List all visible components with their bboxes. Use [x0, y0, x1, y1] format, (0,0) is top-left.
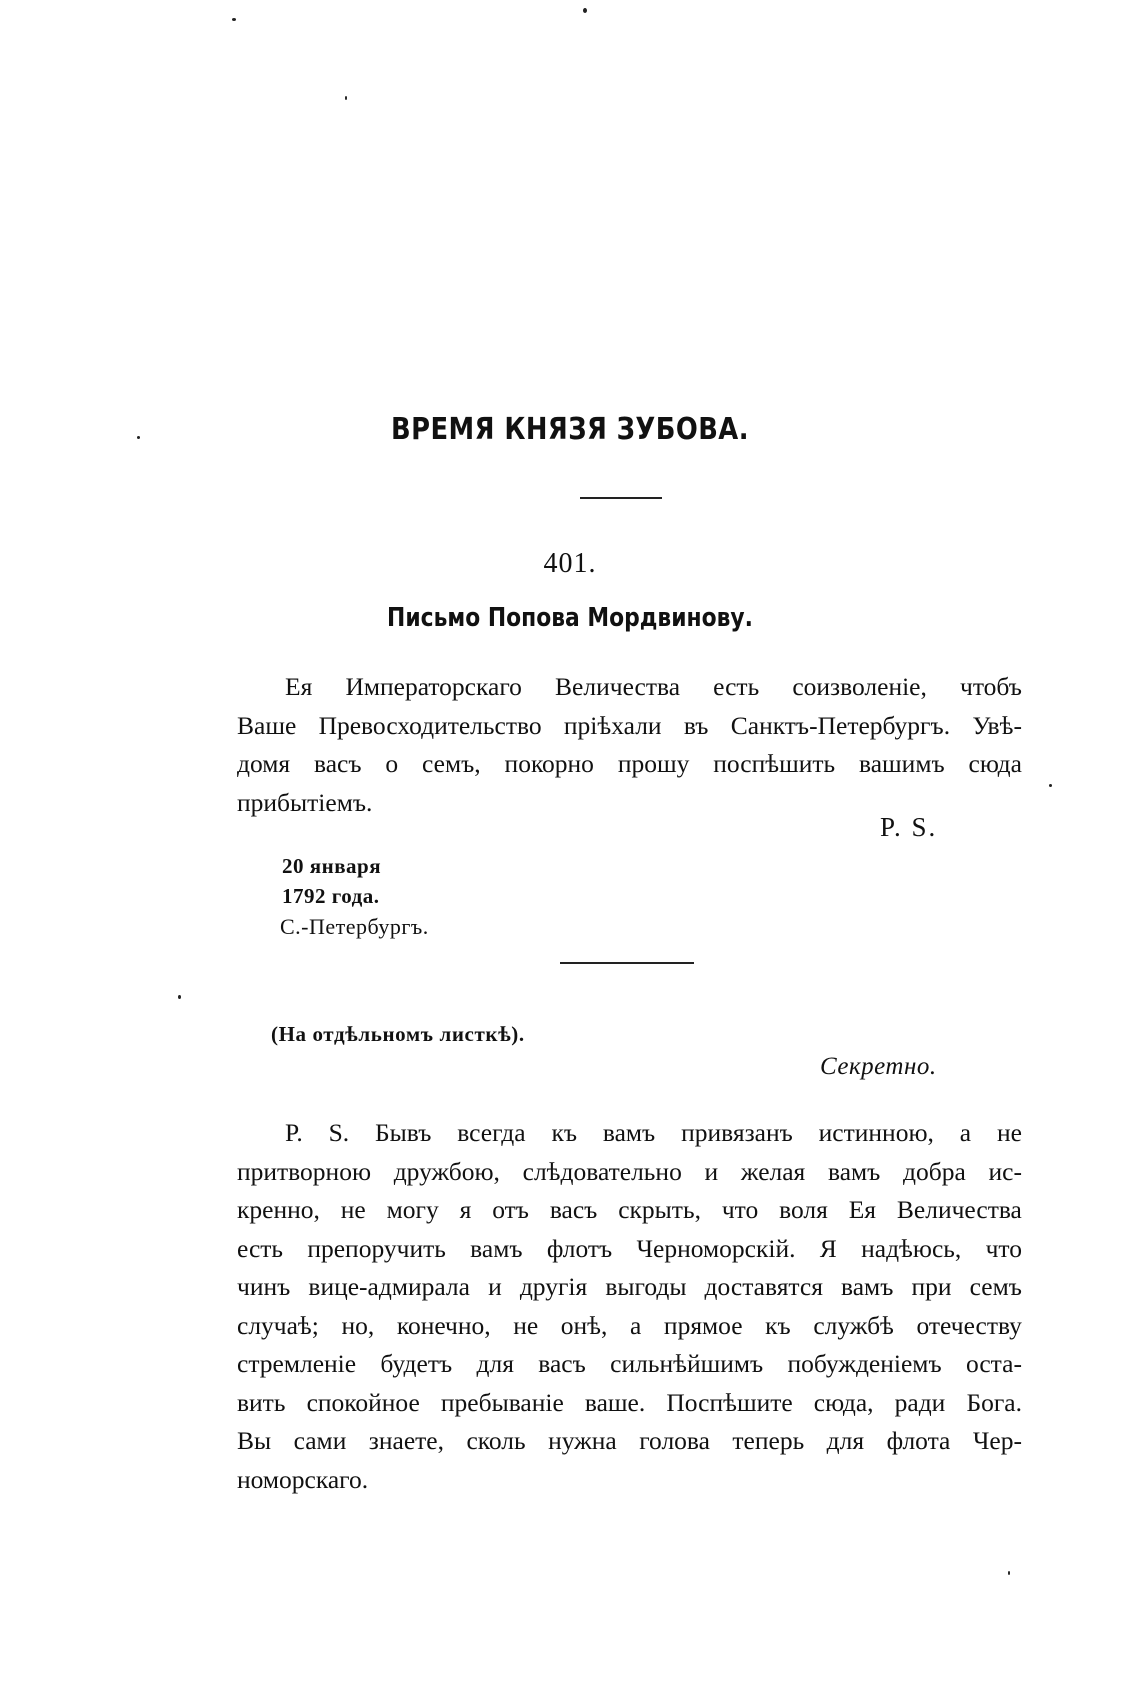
secret-marking: Секретно.: [820, 1053, 937, 1080]
print-speck: [232, 18, 236, 21]
postscript-line: вить спокойное пребываніе ваше. Поспѣшите сюда, ради Бога.: [237, 1387, 1022, 1417]
section-title: ВРЕМЯ КНЯЗЯ ЗУБОВА.: [391, 412, 749, 447]
letter-line: Ея Императорскаго Величества есть соизволеніе, чтобъ: [285, 672, 1022, 701]
date-line-day: 20 января: [282, 854, 382, 878]
document-number: 401.: [543, 548, 597, 579]
postscript-line: случаѣ; но, конечно, не онѣ, а прямое къ службѣ отечеству: [237, 1310, 1022, 1340]
letter-line: Ваше Превосходительство пріѣхали въ Санктъ-Петербургъ. Увѣ-: [237, 710, 1022, 740]
date-line-place: С.-Петербургъ.: [280, 914, 429, 939]
letter-line: прибытіемъ.: [237, 787, 373, 817]
postscript-body: [237, 1114, 1022, 1499]
date-line-year: 1792 года.: [282, 884, 380, 908]
letter-divider: [560, 962, 694, 964]
print-speck: [345, 96, 347, 100]
postscript-line: P. S. Бывъ всегда къ вамъ привязанъ истинною, а не: [285, 1118, 1022, 1147]
print-speck: [583, 8, 587, 13]
print-speck: [1008, 1571, 1010, 1575]
letter-body: [237, 668, 1022, 822]
letter-line: домя васъ о семъ, покорно прошу поспѣшить вашимъ сюда: [237, 749, 1022, 778]
postscript-line: чинъ вице-адмирала и другія выгоды доставятся вамъ при семъ: [237, 1272, 1022, 1301]
signature: P. S.: [880, 812, 938, 842]
postscript-line: номорскаго.: [237, 1464, 369, 1494]
separate-sheet-note: (На отдѣльномъ листкѣ).: [271, 1022, 525, 1046]
postscript-line: кренно, не могу я отъ васъ скрыть, что воля Ея Величества: [237, 1195, 1022, 1224]
title-divider: [580, 497, 662, 499]
print-speck: [1049, 784, 1052, 787]
postscript-line: стремленіе будетъ для васъ сильнѣйшимъ побужденіемъ оста-: [237, 1349, 1022, 1378]
postscript-line: есть препоручить вамъ флотъ Черноморскій. Я надѣюсь, что: [237, 1233, 1022, 1263]
print-speck: [178, 995, 181, 999]
document-heading: Письмо Попова Мордвинову.: [387, 603, 753, 633]
postscript-line: Вы сами знаете, сколь нужна голова теперь для флота Чер-: [237, 1426, 1022, 1455]
postscript-line: притворною дружбою, слѣдовательно и желая вамъ добра ис-: [237, 1156, 1022, 1186]
